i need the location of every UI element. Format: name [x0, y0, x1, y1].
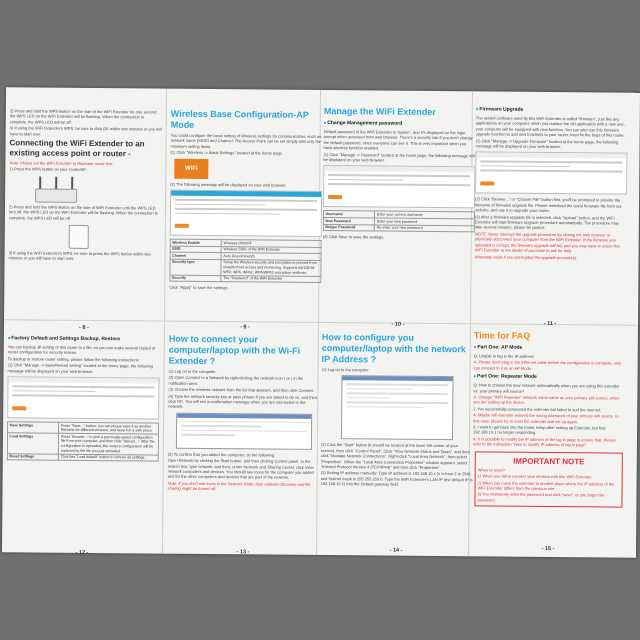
faq-question: 2. I've successfully connected the extender but failed to surf the Internet.	[473, 406, 602, 413]
note-question: When to reset?	[477, 467, 505, 473]
page-15	[472, 328, 626, 554]
faq-question: Q: Unable to log in the IP address	[473, 353, 534, 359]
note-item: 3) You mistakenly enter the password and click "save", or you forget the password.	[477, 491, 605, 503]
text: (2) Click Save to save the settings.	[322, 234, 385, 240]
text: You could configure the basic setting of Wireless settings for communication, such as network name (SSID) and Channel. The Access Point can be set simply with only the minimum setting items.	[170, 132, 322, 149]
text: The system software used by this WiFi Extender is called "firmware", just like any applications on your computer, when you replace the old application with a new one, your computer will be equipped with new function. You can also use this firmware upgrade function to add new functions to your router, even fix the bugs of this router.	[475, 115, 625, 138]
text: 3) If using the WiFi Extender's WPS, be sure to click OK within two minutes or you will have to start over.	[9, 125, 162, 137]
faq-question: Q: How to choose the new network automatically when you are using this extender vs. your primary wifi source?	[473, 382, 620, 394]
section-heading: Connecting the WiFi Extender to an existing access point or router -	[9, 138, 145, 159]
text: (4) Type the network security key or pass phrase if you are asked to do so, and then click OK. You will see a confirmation message when you are connected to the network.	[168, 393, 318, 410]
page-14	[320, 330, 474, 556]
subheading: ■ Factory Default and Settings Backup, Restore	[8, 334, 160, 343]
text: (5) To confirm that you added the computer, do the following:	[167, 451, 276, 458]
page-11	[474, 103, 628, 329]
password-table: Username Enter your current username New Password Enter your new password Retype Password Re-enter your new password	[323, 210, 475, 232]
section-heading: Manage the WiFi Extender	[323, 106, 436, 117]
section-heading: How to connect your computer/laptop with the Wi-Fi Extender ?	[168, 333, 301, 367]
password-screenshot	[323, 165, 475, 208]
page-13	[167, 332, 321, 558]
note-item: 2) When you move the extender to another place where the IP address of the WiFi Extender differs from the previous one.	[477, 479, 615, 491]
text: (1) Click "Manage -> Upgrade Firmware" located at the home page, the following message will be displayed on your web browser.	[475, 137, 619, 150]
page-9	[169, 107, 323, 333]
text: (2) Click "Browse..." or "Choose File" button first; you'll be prompted to provide the filename of firmware upgrade file. Please download the latest firmware file from our website, and use it to upgrade your router.	[474, 196, 622, 214]
text: (1) Click "Wireless -> Basic Settings" located at the home page.	[170, 149, 284, 156]
text: Click "Apply" to save the settings.	[169, 284, 229, 291]
section-heading: How to configure you computer/laptop with the network IP Address ?	[321, 332, 466, 365]
page-number: - 8 -	[79, 324, 89, 331]
subheading: ■ Firmware Upgrade	[476, 105, 628, 114]
subheading: ■ Change Management password	[324, 119, 476, 128]
note: (Warranty voids if you interrupted the upgrade procedure).	[474, 253, 578, 260]
text: Open Network by clicking the Start button, and then clicking Control panel. In the search box, type network, and then, under Network and Sharing Center, click View network computers and devices. You should see icons for the computer you added and for the other computers and devices that are part of the network.	[167, 457, 314, 481]
network-dialog-screenshot	[176, 413, 312, 450]
faq-answer: A: Change "WiFi Repeater" network name same as your primary wifi source, when you are setting up the device.	[473, 394, 620, 406]
text: 1) Press the WPS button on your router/AP.	[9, 166, 87, 173]
properties-dialog-screenshot	[341, 376, 454, 441]
text: (2) The following message will be displayed on your web browser.	[170, 181, 287, 188]
backup-screenshot	[7, 376, 159, 419]
backup-table: Save Settings Press "Save..." button, you can please save it as another filename for different versions, and keep it in a safe place. Load Settings Press "Browse..." to pick a previously-saved configuration file from your computer, and then click "Upload...". After the configuration is uploaded, the router's configuration will be replaced by the file you just uploaded. Reset Settings Click this "Load default" button to remove all settings.	[7, 421, 159, 461]
faq-answer: A: Please don't plug in the Ethernet cable before the configuration is complete, only can connect to it as an AP Mode.	[473, 359, 621, 371]
settings-table: Wireless Enable Wireless ON/OFF SSID Wireless SSID of the WiFi Extender Channel Auto (Recommend) Security type Setup the Wireless security and encryption to prevent from unauthorized access and monitoring. Supports 64/128-bit WEP, WPA, WPA2, WPA/WPA2 encryption methods. Security The "Password" of the WiFi Extender	[169, 239, 321, 283]
important-note-box	[474, 451, 622, 508]
note: Note: If you don't see icons in the Network folder, then network discovery and file sharing might be turned off.	[167, 480, 311, 492]
page-number: - 10 -	[391, 321, 405, 328]
text: (1) Click "Manage -> Save/Reload setting" located at the home page, the following message will be displayed on your web browser.	[7, 362, 154, 374]
page-number: - 15 -	[541, 545, 555, 553]
text: 3) If using the WiFi Extender's WPS, be sure to press the WPS button within two minutes or you will have to start over.	[8, 250, 151, 262]
text: Default password of the WiFi Extender is "admin", and it's displayed on the login prompt when accessed from web browser. There's a security risk if you don't change the default password, since everyone can see it. This is very important when you have wireless function enabled.	[323, 129, 473, 151]
text: 2) Press and hold the WPS Button on the side of the WiFi Extender for one second, the WPS LED on the WiFi Extender will be flashing. When the connection is complete, the WPS LED will be off.	[9, 108, 158, 125]
text: (1) Log on to the computer.	[321, 367, 370, 373]
router-illustration	[29, 176, 89, 203]
page-number: - 13 -	[236, 549, 250, 556]
subheading: ■ Part One: Repeater Mode	[473, 373, 625, 382]
note-title: IMPORTANT NOTE	[513, 456, 585, 466]
faq-question: 3. I want to get back into the router setup after setting up Extender, but find 192.168.10.1 no longer responding.	[473, 424, 606, 436]
note: NOTE: Never interrupt the upgrade procedure by closing the web browser or physically disconnect your computer from the WiFi Extender. If the firmware you uploaded is corrupt, the firmware upgrade will fail, and you may have to return this WiFi Extender to the dealer of purchase to ask for help.	[474, 231, 620, 254]
faq-answer: A: Maybe wifi extender entered the wrong password of your primary wifi source. In this case, please try to reset the extender and set up again.	[473, 412, 619, 424]
section-heading: Wireless Base Configuration-AP Mode	[170, 108, 309, 130]
text: To backup or restore router setting, please follow the following instructions:	[7, 356, 140, 363]
subheading: ■ Part One: AP Mode	[474, 343, 626, 352]
wifi-logo-illustration: WiFi	[174, 158, 208, 178]
text: (3) After a firmware upgrade file is selected, click "Upload" button, and the WiFi Extender will start firmware upgrade procedure automatically. The procedure may take several minutes, please be patient.	[474, 213, 619, 231]
page-number: - 14 -	[389, 547, 403, 554]
page-12	[6, 332, 160, 558]
text: (1) Click "Manage -> Password" located at the home page, the following message will be displayed on your web browser.	[323, 151, 475, 163]
page-number: - 11 -	[543, 320, 557, 328]
settings-screenshot	[170, 190, 322, 237]
page-10	[322, 104, 476, 330]
text: 2) Press and hold the WPS Button on the side of WiFi Extender until the WPS LED turn off, the WPS LED on the WiFi Extender will be flashing. When the connection is complete, the WPS LED will be off.	[8, 204, 158, 221]
extender-illustration	[69, 225, 89, 249]
text: (2) Click the "Start" button (it should be located at the lower-left corner of your screen), then click "Control Panel". Click "View Network Status and Tasks", and then click "Manage Network Connections". Right-click "Local Area Network", then select "Properties". When the "Local Area Connection Properties" window appears, select "Internet Protocol Version 4 (TCP/IPv4)" and then click "Properties".	[320, 442, 470, 471]
text: You can backup all setting of this router to a file, so you can make several copied of router configuration for security reason.	[7, 344, 156, 356]
text: (1) Log on to the computer.	[168, 368, 217, 375]
page-8	[8, 107, 162, 333]
page-number: - 9 -	[240, 324, 250, 331]
note: Note: Please set the WiFi Extender to Repeater mode first.	[9, 160, 114, 167]
note-item: 1) When you fail to connect your devices with this WiFi Extender.	[477, 473, 593, 480]
text: (3) Setting IP address manually: Type IP address is 192.168.10.x (x is from 2 to 254), and Subnet mask is 255.255.255.0. Type the WiFi Extender's LAN IP (the default IP is 192.168.10.1) into the Default gateway field.	[320, 470, 473, 487]
faq-answer: A: It is possible to modify the IP address of the log in page to ensure that. Please refer to the instruction "How to modify IP address of log in page".	[472, 436, 616, 448]
page-number: - 12 -	[75, 549, 89, 556]
firmware-screenshot	[475, 152, 627, 195]
instruction-sheet	[2, 87, 640, 558]
text: (3) Choose the wireless network from the list that appears, and then click Connect.	[168, 386, 315, 394]
text: (2) Open Connect to a Network by right-clicking the network icon ( or ) in the notification area.	[168, 375, 304, 386]
section-heading: Time for FAQ	[473, 330, 531, 341]
